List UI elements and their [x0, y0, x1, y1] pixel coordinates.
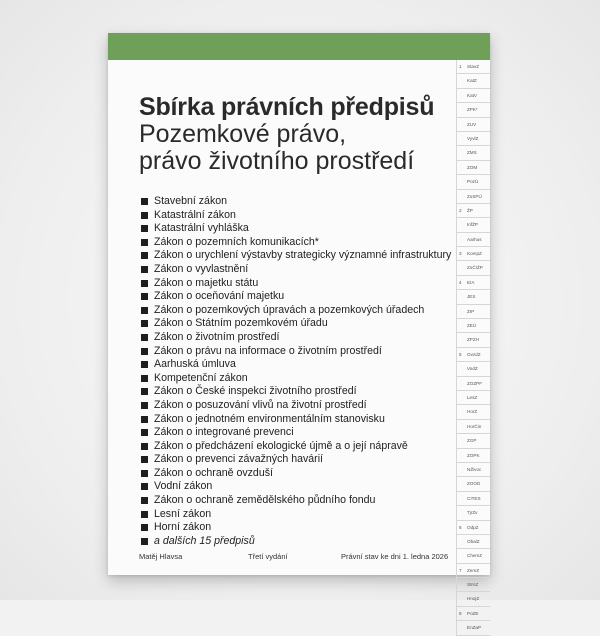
- thumb-index: [456, 60, 490, 631]
- law-list-item: [141, 345, 451, 359]
- law-title: Zákon o ochraně zemědělského půdního fondu: [154, 494, 376, 507]
- thumb-index-tab: [456, 607, 490, 621]
- bullet-square-icon: [141, 266, 148, 273]
- thumb-index-tab: [456, 477, 490, 491]
- law-list-item: [141, 236, 451, 250]
- law-title: Zákon o České inspekci životního prostředí: [154, 385, 357, 398]
- thumb-index-tab: [456, 564, 490, 578]
- tab-section-number: 1: [459, 64, 462, 69]
- law-title: Katastrální zákon: [154, 208, 236, 221]
- tab-label: ZOOD: [467, 481, 481, 487]
- tab-label: ZPZH: [467, 337, 479, 343]
- more-laws-note: a dalších 15 předpisů: [154, 534, 255, 547]
- law-title: Zákon o jednotném environmentálním stanovisku: [154, 412, 385, 425]
- thumb-index-tab: [456, 132, 490, 146]
- tab-label: OvzdZ: [467, 351, 481, 357]
- tab-label: LesZ: [467, 394, 478, 400]
- bullet-square-icon: [141, 388, 148, 395]
- thumb-index-tab: [456, 434, 490, 448]
- tab-section-number: 2: [459, 207, 462, 213]
- edition: Třetí vydání: [248, 552, 288, 561]
- tab-label: KatZ: [467, 78, 477, 84]
- law-list-item: [141, 508, 451, 522]
- tab-label: ZPK*: [467, 107, 478, 113]
- thumb-index-tab: [456, 405, 490, 419]
- cover-subtitle: [139, 121, 414, 175]
- thumb-index-tab: [456, 261, 490, 275]
- law-title: Zákon o ochraně ovzduší: [154, 466, 273, 479]
- tab-section-number: 7: [459, 567, 462, 573]
- law-title: Zákon o majetku státu: [154, 276, 259, 289]
- law-list-item: [141, 304, 451, 318]
- tab-label: InfŽP: [467, 222, 478, 228]
- thumb-index-tab: [456, 319, 490, 333]
- thumb-index-tab: [456, 60, 490, 74]
- book-cover: [108, 33, 490, 631]
- thumb-index-tab: [456, 161, 490, 175]
- thumb-index-tab: [456, 175, 490, 189]
- thumb-index-tab: [456, 549, 490, 563]
- bullet-square-icon: [141, 524, 148, 531]
- thumb-index-tab: [456, 578, 490, 592]
- tab-label: NŽivoc: [467, 466, 482, 472]
- law-list: [141, 195, 451, 548]
- law-title: Horní zákon: [154, 521, 212, 534]
- law-title: Zákon o předcházení ekologické újmě a o její nápravě: [154, 439, 408, 452]
- law-list-item: [141, 385, 451, 399]
- tab-label: ZMS: [467, 150, 477, 156]
- thumb-index-tab: [456, 146, 490, 160]
- cover-title: Sbírka právních předpisů: [139, 93, 435, 121]
- law-title: Zákon o právu na informace o životním prostředí: [154, 344, 382, 357]
- tab-label: ZemZ: [467, 567, 479, 573]
- tab-label: PozÚ: [467, 179, 479, 185]
- bullet-square-icon: [141, 402, 148, 409]
- thumb-index-tab: [456, 305, 490, 319]
- bullet-square-icon: [141, 470, 148, 477]
- thumb-index-tab: [456, 377, 490, 391]
- tab-label: KompZ: [467, 251, 482, 257]
- bullet-square-icon: [141, 307, 148, 314]
- thumb-index-tab: [456, 74, 490, 88]
- law-title: Vodní zákon: [154, 480, 213, 493]
- law-title: Stavební zákon: [154, 195, 228, 207]
- law-list-item: [141, 494, 451, 508]
- law-list-item: [141, 521, 451, 535]
- law-title: Zákon o pozemních komunikacích*: [154, 235, 319, 248]
- tab-label: CITES: [467, 495, 481, 501]
- tab-label: ZOM: [467, 164, 478, 170]
- tab-label: ZIP: [467, 308, 475, 314]
- bullet-square-icon: [141, 198, 148, 205]
- tab-label: ZoSPÚ: [467, 193, 482, 199]
- thumb-index-tab: [456, 521, 490, 535]
- bullet-square-icon: [141, 375, 148, 382]
- tab-label: ZoČIŽP: [467, 265, 483, 271]
- thumb-index-tab: [456, 233, 490, 247]
- law-list-item: [141, 277, 451, 291]
- author: Matěj Hlavsa: [139, 552, 183, 561]
- bullet-square-icon: [141, 538, 148, 545]
- tab-label: KatV: [467, 92, 477, 98]
- tab-section-number: 8: [459, 610, 462, 616]
- thumb-index-tab: [456, 362, 490, 376]
- tab-label: EnZaP: [467, 625, 482, 631]
- legal-state: Právní stav ke dni 1. ledna 2026: [341, 552, 449, 561]
- thumb-index-tab: [456, 391, 490, 405]
- bullet-square-icon: [141, 280, 148, 287]
- bullet-square-icon: [141, 443, 148, 450]
- tab-label: StavZ: [467, 64, 479, 69]
- bullet-square-icon: [141, 293, 148, 300]
- tab-label: VyvlZ: [467, 135, 479, 141]
- tab-section-number: 5: [459, 351, 462, 357]
- law-title: Kompetenční zákon: [154, 371, 248, 384]
- bullet-square-icon: [141, 239, 148, 246]
- law-title: Zákon o posuzování vlivů na životní prostředí: [154, 398, 367, 411]
- law-title: Aarhuská úmluva: [154, 358, 236, 371]
- tab-section-number: 4: [459, 279, 462, 285]
- bullet-square-icon: [141, 225, 148, 232]
- law-list-item: [141, 426, 451, 440]
- tab-label: ZOZPF: [467, 380, 483, 386]
- tab-label: ZGP: [467, 438, 477, 444]
- law-list-item: [141, 317, 451, 331]
- tab-label: ObalZ: [467, 538, 480, 544]
- tab-section-number: 6: [459, 524, 462, 530]
- law-list-more: [141, 535, 451, 549]
- thumb-index-tab: [456, 463, 490, 477]
- thumb-index-tab: [456, 218, 490, 232]
- law-title: Zákon o Státním pozemkovém úřadu: [154, 317, 328, 330]
- thumb-index-tab: [456, 103, 490, 117]
- law-list-item: [141, 331, 451, 345]
- law-list-item: [141, 290, 451, 304]
- law-title: Lesní zákon: [154, 507, 212, 520]
- bullet-square-icon: [141, 212, 148, 219]
- bullet-square-icon: [141, 334, 148, 341]
- thumb-index-tab: [456, 621, 490, 635]
- law-list-item: [141, 195, 451, 209]
- law-title: Zákon o urychlení výstavby strategicky významné infrastruktury: [154, 249, 452, 262]
- bullet-square-icon: [141, 497, 148, 504]
- thumb-index-tab: [456, 190, 490, 204]
- law-list-item: [141, 222, 451, 236]
- law-list-item: [141, 399, 451, 413]
- thumb-index-tab: [456, 290, 490, 304]
- tab-label: ŽP: [467, 207, 473, 213]
- tab-label: Aarhus: [467, 236, 482, 242]
- cover-green-band: [108, 33, 490, 60]
- law-title: Zákon o vyvlastnění: [154, 262, 249, 275]
- law-list-item: [141, 440, 451, 454]
- bullet-square-icon: [141, 511, 148, 518]
- bullet-square-icon: [141, 361, 148, 368]
- law-title: Zákon o životním prostředí: [154, 330, 280, 343]
- tab-label: HorZ: [467, 409, 478, 415]
- tab-label: ZEÚ: [467, 323, 477, 329]
- thumb-index-tab: [456, 506, 490, 520]
- law-list-item: [141, 480, 451, 494]
- bullet-square-icon: [141, 320, 148, 327]
- tab-section-number: 3: [459, 251, 462, 257]
- tab-label: HnojZ: [467, 596, 480, 602]
- thumb-index-tab: [456, 348, 490, 362]
- thumb-index-tab: [456, 118, 490, 132]
- tab-label: JES: [467, 294, 476, 300]
- law-list-item: [141, 358, 451, 372]
- thumb-index-tab: [456, 420, 490, 434]
- bullet-square-icon: [141, 348, 148, 355]
- law-list-item: [141, 372, 451, 386]
- bullet-square-icon: [141, 429, 148, 436]
- tab-label: TjrZv: [467, 510, 478, 516]
- bullet-square-icon: [141, 252, 148, 259]
- law-title: Katastrální vyhláška: [154, 222, 249, 235]
- thumb-index-tab: [456, 492, 490, 506]
- bullet-square-icon: [141, 483, 148, 490]
- tab-label: ZOPK: [467, 452, 480, 458]
- tab-label: EIA: [467, 279, 475, 285]
- tab-label: HorČin: [467, 423, 482, 429]
- law-list-item: [141, 263, 451, 277]
- law-title: Zákon o pozemkových úpravách a pozemkových úřadech: [154, 303, 425, 316]
- thumb-index-tab: [456, 204, 490, 218]
- tab-label: VodZ: [467, 366, 478, 372]
- tab-label: PoZE: [467, 610, 479, 616]
- tab-label: OdpZ: [467, 524, 479, 530]
- law-list-item: [141, 467, 451, 481]
- tab-label: ChemZ: [467, 553, 483, 559]
- law-title: Zákon o prevenci závažných havárií: [154, 453, 323, 466]
- subtitle-line-1: Pozemkové právo,: [139, 120, 347, 148]
- law-list-item: [141, 209, 451, 223]
- law-list-item: [141, 453, 451, 467]
- law-list-item: [141, 413, 451, 427]
- law-title: Zákon o oceňování majetku: [154, 290, 285, 303]
- thumb-index-tab: [456, 89, 490, 103]
- thumb-index-tab: [456, 449, 490, 463]
- law-list-item: [141, 249, 451, 263]
- thumb-index-tab: [456, 333, 490, 347]
- bullet-square-icon: [141, 416, 148, 423]
- subtitle-line-2: právo životního prostředí: [139, 147, 415, 175]
- tab-label: ZUV: [467, 121, 477, 127]
- thumb-index-tab: [456, 247, 490, 261]
- thumb-index-tab: [456, 276, 490, 290]
- law-title: Zákon o integrované prevenci: [154, 426, 294, 439]
- thumb-index-tab: [456, 535, 490, 549]
- tab-label: StrnZ: [467, 582, 479, 588]
- bullet-square-icon: [141, 456, 148, 463]
